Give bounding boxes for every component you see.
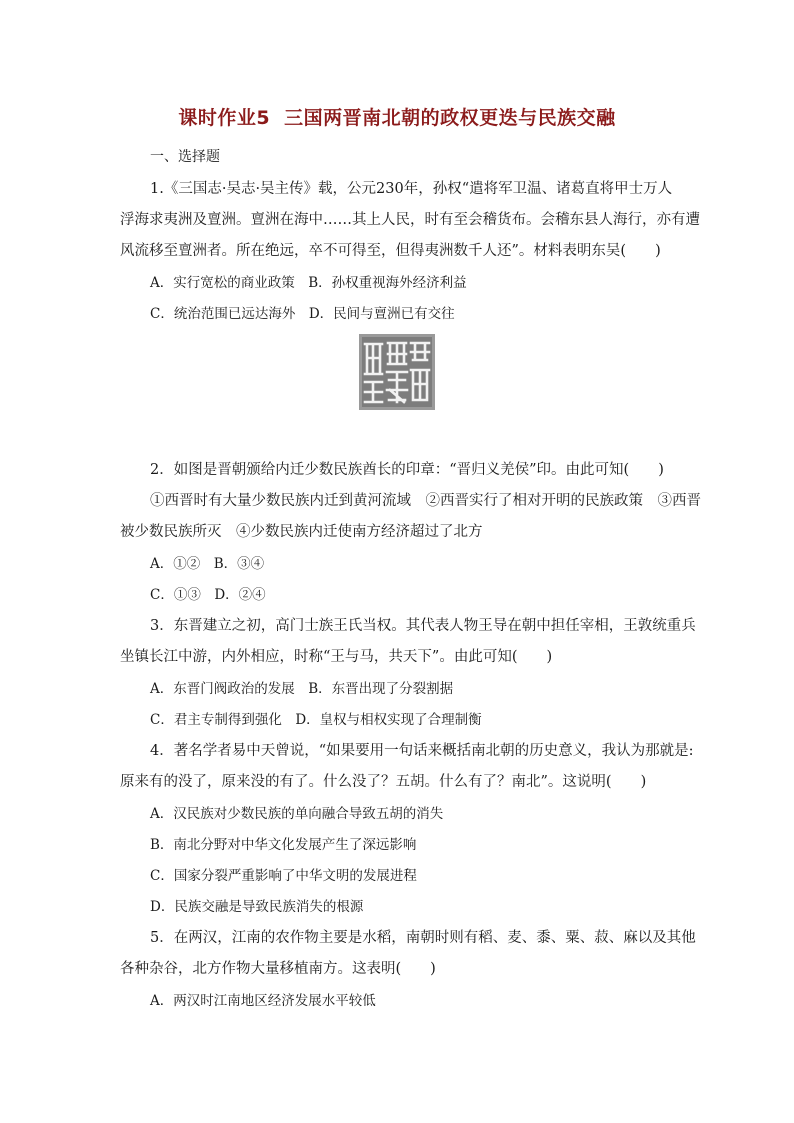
q3-options-cd: C．君主专制得到强化 D．皇权与相权实现了合理制衡 xyxy=(150,712,482,728)
q4-option-a: A．汉民族对少数民族的单向融合导致五胡的消失 xyxy=(150,806,444,822)
q3-line2: 坐镇长江中游，内外相应，时称“王与马，共天下”。由此可知( ) xyxy=(120,649,553,665)
section-heading: 一、选择题 xyxy=(150,149,220,165)
q1-line3: 风流移至亶洲者。所在绝远，卒不可得至，但得夷洲数千人还”。材料表明东吴( ) xyxy=(120,243,661,259)
q4-line2: 原来有的没了，原来没的有了。什么没了？五胡。什么有了？南北”。这说明( ) xyxy=(120,774,647,790)
title-part2: 三国两晋南北朝的政权更迭与民族交融 xyxy=(284,107,616,129)
q1-options-ab: A．实行宽松的商业政策 B．孙权重视海外经济利益 xyxy=(150,275,467,291)
q5-option-a: A．两汉时江南地区经济发展水平较低 xyxy=(150,993,376,1009)
q1-options-cd: C．统治范围已远达海外 D．民间与亶洲已有交往 xyxy=(150,306,455,322)
title-part1: 课时作业5 xyxy=(178,107,271,129)
q5-line1: 5．在两汉，江南的农作物主要是水稻，南朝时则有稻、麦、黍、粟、菽、麻以及其他 xyxy=(150,930,696,946)
q1-line2: 浮海求夷洲及亶洲。亶洲在海中……其上人民，时有至会稽货布。会稽东县人海行，亦有遭 xyxy=(120,212,700,228)
q2-line2: ①西晋时有大量少数民族内迁到黄河流域 ②西晋实行了相对开明的民族政策 ③西晋 xyxy=(150,493,701,509)
page-title xyxy=(0,103,794,130)
q4-option-d: D．民族交融是导致民族消失的根源 xyxy=(150,899,364,915)
q2-line3: 被少数民族所灭 ④少数民族内迁使南方经济超过了北方 xyxy=(120,524,483,540)
q4-line1: 4．著名学者易中天曾说，“如果要用一句话来概括南北朝的历史意义，我认为那就是: xyxy=(150,743,694,759)
q3-line1: 3．东晋建立之初，高门士族王氏当权。其代表人物王导在朝中担任宰相，王敦统重兵 xyxy=(150,618,696,634)
q2-options-cd: C．①③ D．②④ xyxy=(150,587,266,603)
q2-options-ab: A．①② B．③④ xyxy=(150,556,265,572)
q4-option-b: B．南北分野对中华文化发展产生了深远影响 xyxy=(150,837,417,853)
q3-options-ab: A．东晋门阀政治的发展 B．东晋出现了分裂割据 xyxy=(150,681,454,697)
q2-line1: 2．如图是晋朝颁给内迁少数民族酋长的印章：“晋归义羌侯”印。由此可知( ) xyxy=(150,462,664,478)
seal-stamp-image xyxy=(359,334,435,410)
q1-line1: 1.《三国志·吴志·吴主传》载，公元230年，孙权“遣将军卫温、诸葛直将甲士万人 xyxy=(150,181,673,197)
q5-line2: 各种杂谷，北方作物大量移植南方。这表明( ) xyxy=(120,961,436,977)
q4-option-c: C．国家分裂严重影响了中华文明的发展进程 xyxy=(150,868,417,884)
